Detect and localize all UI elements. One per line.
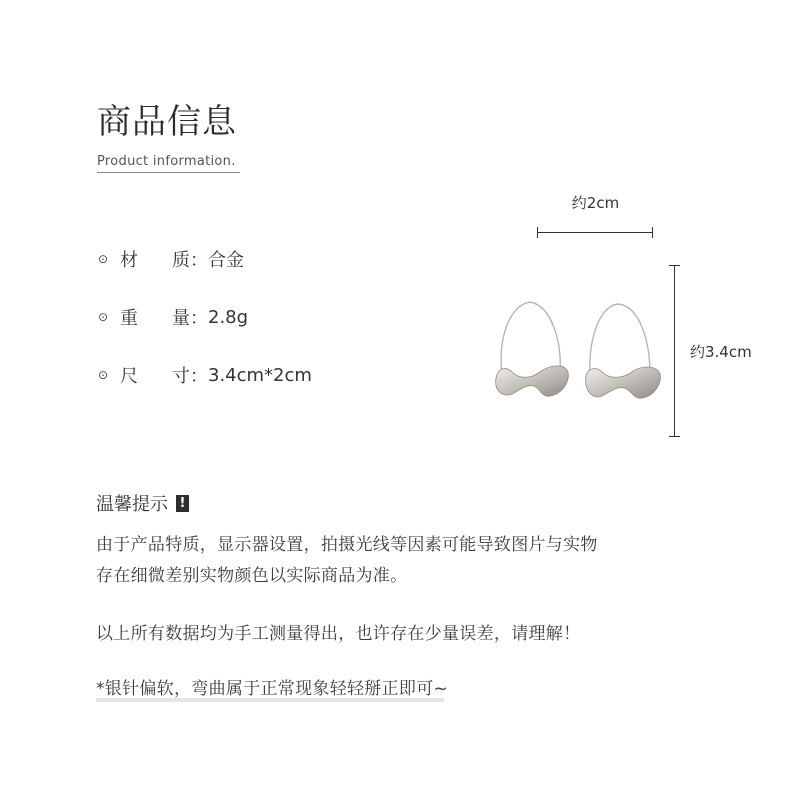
spec-value: 合金 (208, 250, 244, 271)
bullet-icon: ⊙ (98, 252, 109, 266)
width-dimension-label: 约2cm (571, 194, 620, 212)
tips-heading (96, 490, 189, 516)
height-dimension-cap-bottom (669, 436, 680, 437)
width-dimension-cap-left (537, 227, 538, 238)
earring-right (586, 304, 661, 398)
spec-row-size (98, 363, 312, 387)
spec-label-first: 材 (120, 250, 138, 271)
height-dimension-cap-top (669, 265, 680, 266)
height-dimension-line (674, 265, 675, 436)
spec-colon: ： (190, 308, 208, 329)
spec-colon: ： (190, 250, 208, 271)
spec-row-weight (98, 305, 248, 329)
spec-row-material (98, 247, 244, 271)
tips-line-2: 存在细微差别实物颜色以实际商品为准。 (96, 566, 408, 586)
spec-value: 3.4cm*2cm (208, 364, 312, 386)
spec-label-second: 量 (172, 308, 190, 329)
tips-line-3: 以上所有数据均为手工测量得出，也许存在少量误差，请理解！ (96, 624, 581, 644)
tips-title: 温馨提示 (96, 494, 168, 515)
bullet-icon: ⊙ (98, 368, 109, 382)
bullet-icon: ⊙ (98, 310, 109, 324)
spec-label-second: 质 (172, 250, 190, 271)
product-earrings-image (490, 292, 670, 412)
page-title: 商品信息 (97, 102, 237, 142)
earring-left (496, 302, 569, 396)
page-subtitle: Product information. (97, 154, 236, 169)
exclamation-icon: ! (176, 495, 189, 512)
width-dimension-line (538, 232, 653, 233)
width-dimension-cap-right (652, 227, 653, 238)
spec-colon: ： (190, 366, 208, 387)
subtitle-underline (97, 172, 240, 173)
spec-label-second: 寸 (172, 366, 190, 387)
spec-value: 2.8g (208, 306, 249, 328)
tips-note: *银针偏软，弯曲属于正常现象轻轻掰正即可~ (96, 679, 449, 699)
spec-label-first: 重 (120, 308, 138, 329)
tips-line-1: 由于产品特质，显示器设置，拍摄光线等因素可能导致图片与实物 (96, 535, 598, 555)
spec-label-first: 尺 (120, 366, 138, 387)
height-dimension-label: 约3.4cm (690, 343, 752, 361)
